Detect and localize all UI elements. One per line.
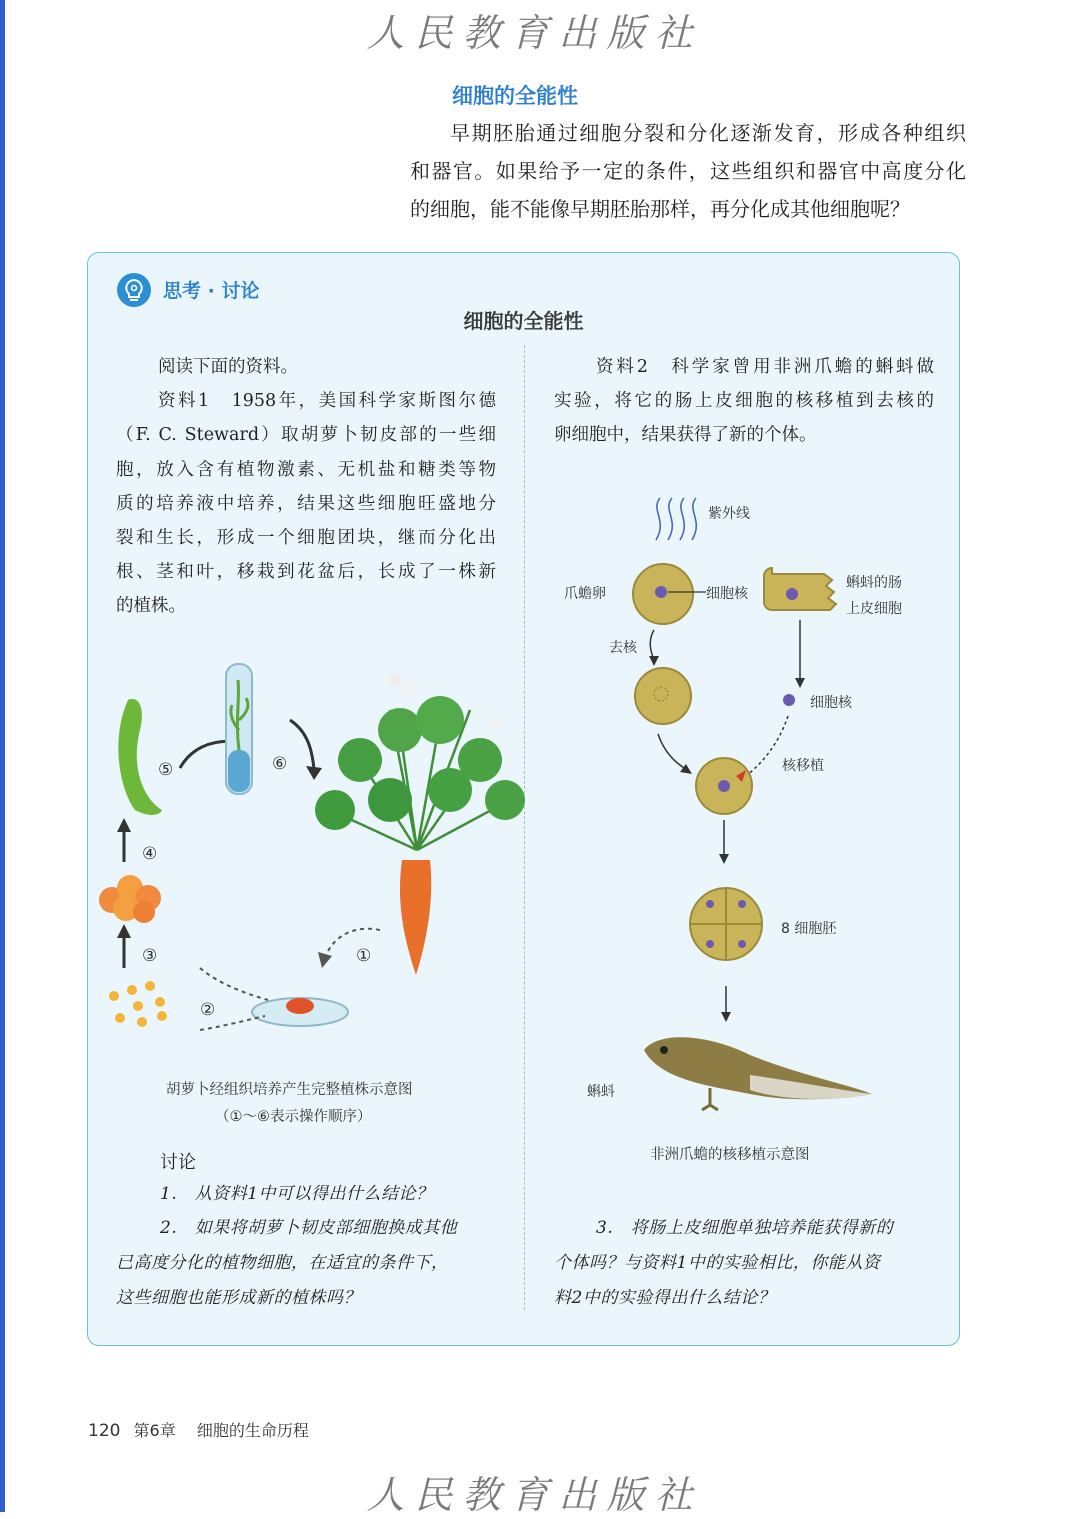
intestinal-epithelial-cell	[764, 568, 836, 610]
text-line: 根、茎和叶，移栽到花盆后，长成了一株新	[116, 562, 496, 583]
text-line: 阅读下面的资料。	[158, 357, 298, 377]
intro-line: 的细胞，能不能像早期胚胎那样，再分化成其他细胞呢？	[410, 197, 910, 221]
chapter-title: 细胞的生命历程	[196, 1421, 309, 1440]
intestine-cell-label: 上皮细胞	[846, 601, 902, 617]
question-1: 1. 从资料1中可以得出什么结论？	[160, 1184, 434, 1204]
tadpole	[644, 1037, 872, 1110]
intro-line: 和器官。如果给予一定的条件，这些组织和器官中高度分化	[410, 159, 966, 183]
embryo-label: 8 细胞胚	[781, 921, 837, 937]
enucleate-label: 去核	[609, 640, 637, 656]
step-label: ④	[142, 844, 158, 864]
donor-nucleus	[783, 694, 795, 706]
publisher-watermark-top: 人民教育出版社	[366, 11, 703, 55]
material-2-text	[554, 350, 934, 453]
single-cells	[109, 981, 167, 1027]
question-3: 3. 将肠上皮细胞单独培养能获得新的	[596, 1218, 894, 1238]
lightbulb-head-icon	[116, 272, 152, 308]
question-2: 已高度分化的植物细胞，在适宜的条件下，	[116, 1253, 449, 1273]
intro-line: 早期胚胎通过细胞分裂和分化逐渐发育，形成各种组织	[450, 121, 966, 145]
uv-rays	[656, 498, 696, 540]
transfer-label: 核移植	[782, 758, 824, 774]
uv-label: 紫外线	[708, 506, 750, 522]
text-line: 实验，将它的肠上皮细胞的核移植到去核的	[554, 391, 934, 412]
arrow-1	[326, 929, 380, 955]
page-number: 120	[88, 1421, 121, 1441]
eight-cell-embryo	[690, 888, 762, 960]
intestine-cell-label: 蝌蚪的肠	[846, 575, 902, 591]
step-label: ③	[142, 946, 158, 966]
egg-label: 爪蟾卵	[564, 586, 606, 602]
text-line: 裂和生长，形成一个细胞团块，继而分化出	[116, 528, 496, 549]
nucleus-label: 细胞核	[706, 586, 748, 602]
question-3: 个体吗？与资料1中的实验相比，你能从资	[554, 1253, 881, 1273]
step-label: ⑥	[272, 754, 288, 774]
discussion-heading: 讨论	[160, 1152, 196, 1173]
box-title: 细胞的全能性	[463, 309, 584, 333]
text-line: 资料2 科学家曾用非洲爪蟾的蝌蚪做	[596, 357, 934, 377]
text-line: 质的培养液中培养，结果这些细胞旺盛地分	[116, 493, 496, 514]
section-title: 细胞的全能性	[452, 84, 578, 108]
think-discuss-label: 思考 · 讨论	[163, 280, 260, 302]
step-label: ①	[356, 946, 372, 966]
enucleated-egg	[635, 668, 691, 724]
frog-figure-caption: 非洲爪蟾的核移植示意图	[650, 1147, 810, 1163]
chapter-number: 第6章	[133, 1421, 176, 1440]
question-2: 2. 如果将胡萝卜韧皮部细胞换成其他	[160, 1218, 458, 1238]
plantlet-stem	[118, 699, 162, 815]
carrot-figure-caption: 胡萝卜经组织培养产生完整植株示意图	[166, 1082, 413, 1098]
step-label: ②	[200, 1000, 216, 1020]
text-line: 卵细胞中，结果获得了新的个体。	[554, 425, 817, 446]
arrow-2	[200, 968, 268, 1030]
carrot-plant	[315, 673, 525, 975]
question-2: 这些细胞也能形成新的植株吗？	[116, 1288, 361, 1308]
cell-clump	[99, 875, 161, 923]
donor-nucleus-label: 细胞核	[810, 695, 852, 711]
tadpole-label: 蝌蚪	[587, 1084, 615, 1100]
text-line: （F. C. Steward）取胡萝卜韧皮部的一些细	[116, 425, 496, 446]
step-label: ⑤	[158, 760, 174, 780]
publisher-watermark-bottom: 人民教育出版社	[366, 1473, 703, 1517]
arrow-6	[290, 720, 314, 770]
text-line: 的植株。	[116, 596, 186, 617]
page-footer	[88, 1418, 309, 1441]
page-edge-bar	[0, 0, 5, 1512]
text-line: 资料1 1958年，美国科学家斯图尔德	[158, 391, 496, 412]
text-line: 胞，放入含有植物激素、无机盐和糖类等物	[116, 459, 496, 480]
question-3: 料2中的实验得出什么结论？	[554, 1288, 776, 1308]
carrot-figure-caption-note: （①～⑥表示操作顺序）	[215, 1109, 372, 1125]
material-1-text	[116, 350, 496, 624]
intro-paragraph	[410, 114, 966, 228]
